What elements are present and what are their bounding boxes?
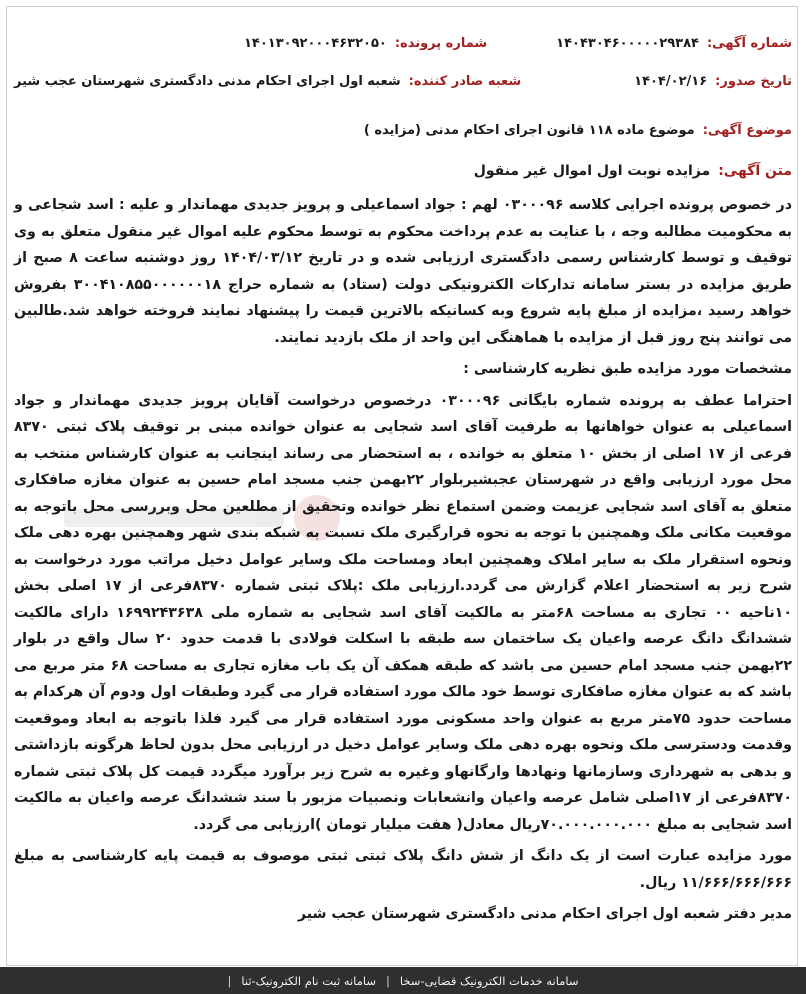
issuer-label: شعبه صادر کننده: (408, 74, 522, 89)
body-paragraph-auction-item: مورد مزایده عبارت است از یک دانگ از شش دانگ پلاک ثبتی ثبتی موصوف به قیمت پایه کارشناسی به مبلغ ۱۱/۶۶۶/۶۶۶/۶۶۶ ریال. (14, 848, 792, 891)
footer-separator: | (386, 973, 390, 988)
notice-number (556, 34, 792, 54)
footer-bar (0, 967, 806, 994)
notice-body (14, 192, 792, 933)
case-number-value: ۱۴۰۱۳۰۹۲۰۰۰۴۶۳۲۰۵۰ (244, 36, 387, 51)
meta-row-issue (14, 72, 792, 92)
case-number (244, 34, 487, 54)
subject-label: موضوع آگهی: (702, 123, 792, 138)
case-number-label: شماره پرونده: (394, 36, 488, 51)
notice-number-label: شماره آگهی: (706, 36, 792, 51)
body-paragraph-intro: در خصوص پرونده اجرایی کلاسه ۰۳۰۰۰۹۶ لهم : جواد اسماعیلی و پرویز جدیدی مهماندار و علیه : اسد شجاعی و به محکومیت مطالبه وجه ، با عنایت به عدم پرداخت محکوم به توسط محکوم علیه اموال غیر منقول متعلق به وی توقیف و توسط کارشناس رسمی دادگستری ارزیابی شده و در تاریخ ۱۴۰۴/۰۳/۱۲ روز دوشنبه ساعت ۸ صبح از طریق مزایده در بستر سامانه تدارکات الکترونیکی دولت (ستاد) به شماره حراج ۳۰۰۴۱۰۸۵۵۰۰۰۰۰۰۱۸ بفروش خواهد رسید ،مزایده از مبلغ پایه شروع وبه کسانیکه بالاترین قیمت را پیشنهاد نمایند فروخته خواهد شد.طالبین می توانند پنج روز قبل از مزایده با هماهنگی این واحد از ملک بازدید نمایند. (14, 197, 793, 346)
subject-value: موضوع ماده ۱۱۸ قانون اجرای احکام مدنی (مزایده ) (363, 123, 695, 138)
notice-label: متن آگهی: (718, 163, 792, 179)
issue-date-label: تاریخ صدور: (715, 74, 792, 89)
footer-link-sakha[interactable]: سامانه خدمات الکترونیک قضایی-سخا (399, 973, 579, 988)
issue-date (592, 72, 792, 92)
issuer (14, 72, 521, 92)
footer-link-sana[interactable]: سامانه ثبت نام الکترونیک-ثنا (241, 973, 376, 988)
notice-value: مزایده نوبت اول اموال غیر منقول (473, 163, 711, 179)
body-paragraph-spec-heading: مشخصات مورد مزایده طبق نظریه کارشناسی : (463, 361, 792, 377)
meta-row-numbers (14, 34, 792, 54)
issuer-value: شعبه اول اجرای احکام مدنی دادگستری شهرستان عجب شیر (14, 74, 401, 89)
body-paragraph-signature: مدیر دفتر شعبه اول اجرای احکام مدنی دادگستری شهرستان عجب شیر (297, 906, 792, 922)
notice-subject (14, 121, 792, 141)
footer-separator-end: | (227, 973, 232, 988)
notice-text-title (14, 160, 792, 182)
body-paragraph-appraisal: احتراما عطف به پرونده شماره بایگانی ۰۳۰۰۰۹۶ درخصوص درخواست آقایان پرویز جدیدی مهماندار و جواد اسماعیلی به عنوان خواهانها به طرفیت آقای اسد شجایی به عنوان خوانده مبنی بر توقیف پلاک ثبتی ۸۳۷۰ فرعی از ۱۷ اصلی از بخش ۱۰ متعلق به خوانده ، به استحضار می رساند اینجانب به عنوان کارشناس منتخب به محل مورد ارزیابی واقع در شهرستان عجبشیربلوار ۲۲بهمن جنب مسجد امام حسین به عنوان مغازه صافکاری متعلق به آقای اسد شجایی عزیمت وضمن استماع نظر خوانده وتحقیق از مطلعین محل وبررسی محل باتوجه به موقعیت مکانی ملک وهمچنین با توجه به نحوه قرارگیری ملک نسبت به شبکه بندی شهر وهمچنین بهره دهی ملک ونحوه استقرار ملک به سایر املاک وهمچنین ابعاد ومساحت ملک وسایر عوامل دخیل مراتب مورد درخواست به شرح زیر به استحضار اعلام گزارش می گردد.ارزیابی ملک :پلاک ثبتی شماره ۸۳۷۰فرعی از ۱۷ اصلی بخش ۱۰ناحیه ۰۰ تجاری به مساحت ۶۸متر به مالکیت آقای اسد شجایی به شماره ملی ۱۶۹۹۲۴۳۶۳۸ دارای مالکیت ششدانگ دانگ عرصه واعیان یک ساختمان سه طبقه با اسکلت فولادی با قدمت حدود ۲۰ سال واقع در بلوار ۲۲بهمن جنب مسجد امام حسین می باشد که طبقه همکف آن یک باب مغازه تجاری به مساحت ۶۸ متر مربع می باشد که به عنوان مغازه صافکاری توسط خود مالک مورد استفاده قرار می گیرد وطبقات اول ودوم آن هرکدام به مساحت حدود ۷۵متر مربع به عنوان واحد مسکونی مورد استفاده قرار می گیرد فلذا باتوجه به ابعاد وموقعیت وقدمت ودسترسی ملک ونحوه بهره دهی ملک وسایر عوامل دخیل در ارزیابی محل بدون لحاظ هرگونه بازداشتی و بدهی به شهرداری وسازمانها ونهادها وارگانهاو وغیره به شرح زیر برآورد میگردد قیمت کل پلاک ثبتی شماره ۸۳۷۰فرعی از ۱۷اصلی شامل عرصه واعیان وانشعابات ونصبیات مزبور با سند ششدانگ عرصه واعیان به مالکیت اسد شجایی به مبلغ ۷۰.۰۰۰.۰۰۰.۰۰۰ریال معادل( هفت میلیار تومان )ارزیابی می گردد. (14, 392, 792, 833)
notice-number-value: ۱۴۰۴۳۰۴۶۰۰۰۰۰۲۹۳۸۴ (556, 36, 699, 51)
issue-date-value: ۱۴۰۴/۰۲/۱۶ (634, 74, 708, 89)
